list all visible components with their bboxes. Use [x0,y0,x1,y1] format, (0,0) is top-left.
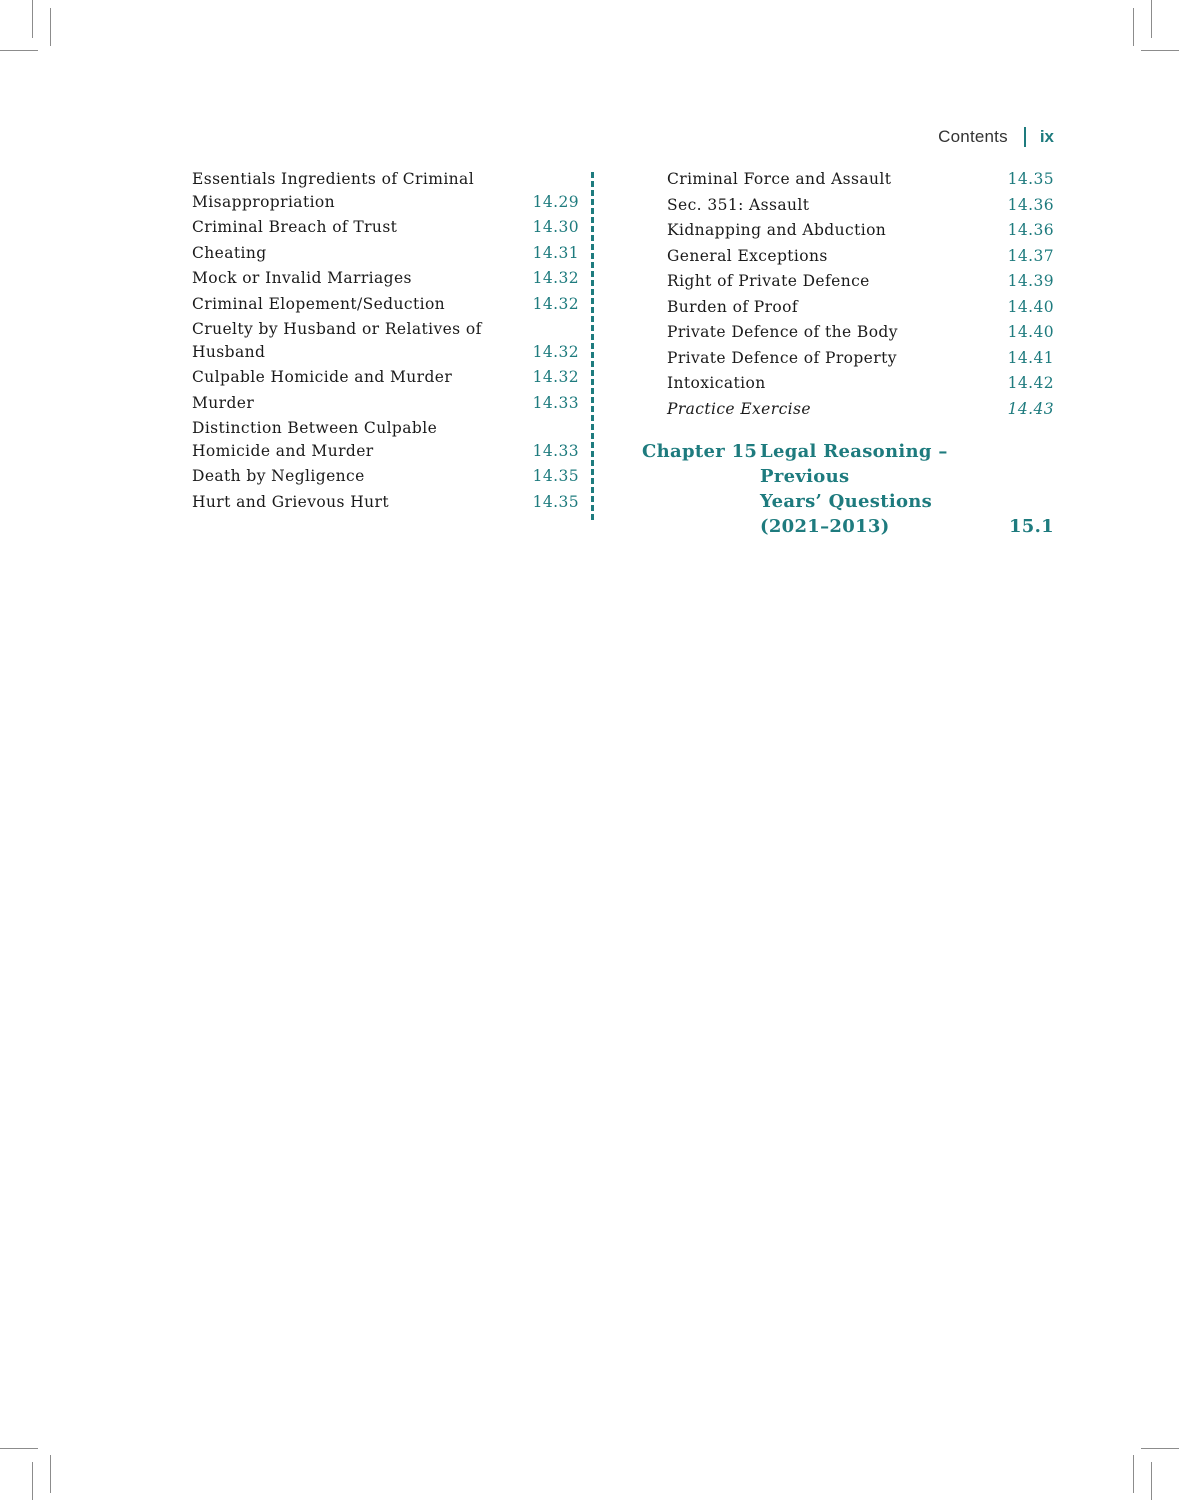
toc-entry[interactable] [667,194,1054,217]
toc-entry-title: Criminal Force and Assault [667,170,892,188]
toc-entry[interactable] [667,270,1054,293]
toc-entry-page: 14.35 [1007,170,1054,188]
crop-mark [1151,1462,1152,1500]
toc-entry-title: Kidnapping and Abduction [667,221,887,239]
chapter-heading[interactable] [642,439,1054,539]
toc-entry-page: 14.42 [1007,374,1054,392]
chapter-title: Legal Reasoning – Previous Years’ Questions (2021–2013) [760,441,948,537]
toc-entry-page: 14.32 [532,294,579,313]
toc-entry[interactable] [192,318,579,363]
toc-entry[interactable] [192,242,579,265]
toc-entry-page: 14.33 [532,393,579,412]
toc-entry-page: 14.39 [1007,272,1054,290]
toc-entry[interactable] [192,491,579,514]
running-head [938,124,1054,150]
toc-entry[interactable] [192,293,579,316]
toc-entry-page: 14.29 [532,192,579,211]
crop-mark [1133,1455,1134,1493]
toc-entry-title: Criminal Elopement/Seduction [192,294,446,313]
column-divider [591,172,594,520]
toc-entry[interactable] [667,168,1054,191]
toc-entry-page: 14.37 [1007,246,1054,265]
toc-entry-title: Sec. 351: Assault [667,195,810,214]
toc-entry-page: 14.36 [1007,221,1054,239]
chapter-body [760,439,1054,539]
toc-entry-page: 14.32 [532,269,579,287]
toc-entry[interactable] [667,296,1054,319]
toc-entry-page: 14.32 [532,342,579,361]
crop-mark [50,1455,51,1493]
running-head-separator [1024,127,1026,147]
toc-entry[interactable] [192,216,579,239]
toc-right-column [667,168,1054,423]
toc-entry-title: Cruelty by Husband or Relatives of Husband [192,320,482,361]
toc-entry-title: Private Defence of the Body [667,323,898,341]
toc-entry[interactable] [192,465,579,488]
toc-entry[interactable] [667,347,1054,370]
toc-entry-title: Intoxication [667,374,766,392]
toc-entry[interactable] [667,219,1054,242]
toc-entry-title: Cheating [192,243,267,262]
toc-entry-page: 14.41 [1007,348,1054,367]
toc-entry-page: 14.31 [532,243,579,262]
toc-entry[interactable] [192,392,579,415]
toc-entry[interactable] [667,245,1054,268]
page-number: ix [1039,127,1054,146]
toc-entry[interactable] [667,372,1054,395]
toc-entry[interactable] [192,366,579,389]
crop-mark [0,1448,38,1449]
toc-entry-page: 14.36 [1007,195,1054,214]
toc-entry-title: Private Defence of Property [667,348,897,367]
running-head-label: Contents [938,127,1008,146]
toc-entry-title: General Exceptions [667,246,828,265]
chapter-number: Chapter 15 [642,441,758,462]
crop-mark [1133,8,1134,46]
toc-entry-page: 14.32 [532,368,579,386]
toc-entry-page: 14.30 [532,218,579,236]
toc-entry-title: Death by Negligence [192,467,365,485]
crop-mark [1141,1448,1179,1449]
toc-entry-title: Culpable Homicide and Murder [192,368,453,386]
toc-entry-page: 14.35 [532,467,579,485]
toc-entry-page: 14.33 [532,441,579,460]
crop-mark [50,8,51,46]
toc-left-column [192,168,579,516]
crop-mark [1141,50,1179,51]
toc-entry-title: Distinction Between Culpable Homicide and Murder [192,419,438,460]
toc-entry-title: Hurt and Grievous Hurt [192,492,389,511]
toc-entry-title: Practice Exercise [667,399,811,418]
toc-entry-title: Burden of Proof [667,297,799,316]
toc-entry-page: 14.43 [1007,399,1054,418]
toc-entry[interactable] [192,267,579,290]
toc-entry-title: Essentials Ingredients of Criminal Misappropriation [192,170,475,211]
crop-mark [1151,0,1152,38]
toc-entry-title: Murder [192,393,255,412]
chapter-page: 15.1 [1008,516,1054,537]
toc-entry-title: Criminal Breach of Trust [192,218,398,236]
toc-entry-title: Right of Private Defence [667,272,870,290]
toc-entry-page: 14.40 [1007,297,1054,316]
toc-entry-page: 14.40 [1007,323,1054,341]
crop-mark [32,1462,33,1500]
toc-entry-title: Mock or Invalid Marriages [192,269,412,287]
toc-entry[interactable] [192,417,579,462]
crop-mark [0,50,38,51]
toc-entry[interactable] [667,398,1054,421]
toc-entry-page: 14.35 [532,492,579,511]
toc-entry[interactable] [667,321,1054,344]
crop-mark [32,0,33,38]
toc-entry[interactable] [192,168,579,213]
